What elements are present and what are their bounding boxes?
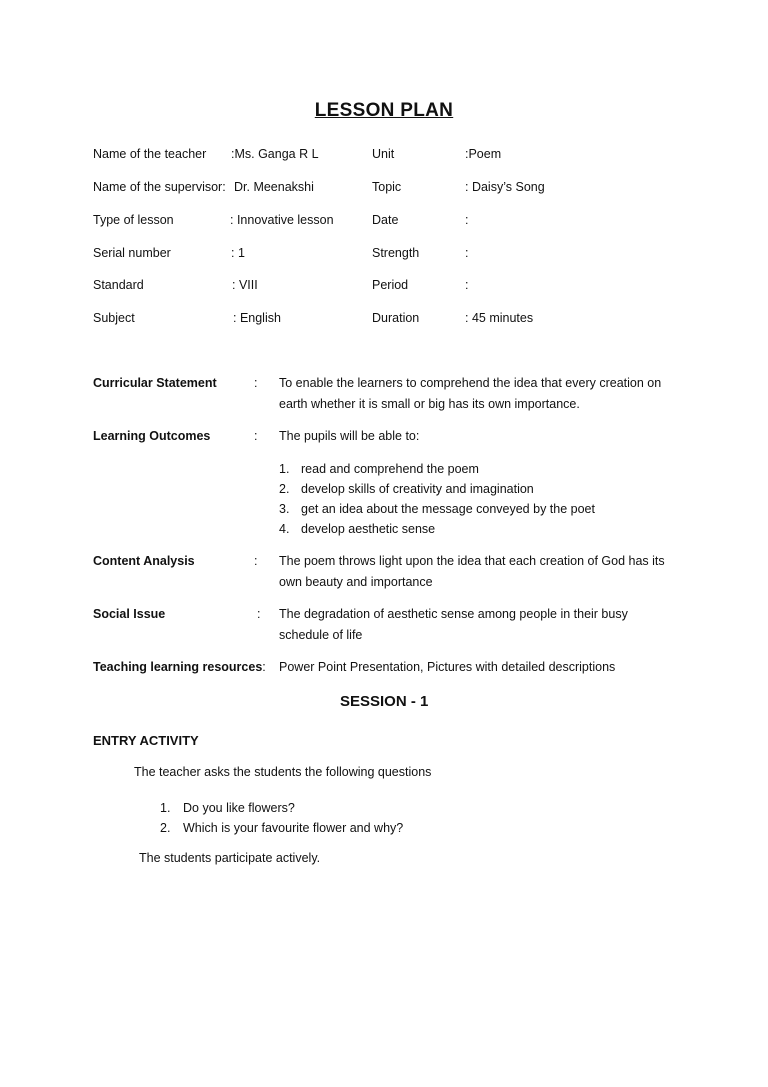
section-text: The poem throws light upon the idea that each creation of God has its own beauty and importance (279, 554, 665, 589)
entry-activity-closing: The students participate actively. (139, 851, 321, 865)
info-label2: Duration (372, 311, 420, 325)
section-colon: : (257, 607, 261, 621)
info-row-standard (93, 278, 693, 296)
list-item: 2. develop skills of creativity and imagination (279, 482, 534, 496)
section-label: Social Issue (93, 607, 166, 621)
info-value: : English (233, 311, 281, 325)
info-label: Standard (93, 278, 144, 292)
page-title: LESSON PLAN (314, 100, 454, 121)
info-value2: : (465, 278, 469, 292)
outcomes-list (279, 459, 595, 539)
info-value: :Ms. Ganga R L (231, 147, 319, 161)
session-heading: SESSION - 1 (340, 693, 429, 710)
info-value: : Innovative lesson (230, 213, 334, 227)
section-label: Curricular Statement (93, 376, 217, 390)
list-item: 1. Do you like flowers? (160, 801, 295, 815)
section-colon: : (254, 376, 258, 390)
info-value2: : (465, 213, 469, 227)
entry-activity-title: ENTRY ACTIVITY (93, 733, 199, 748)
info-label2: Date (372, 213, 399, 227)
section-text: To enable the learners to comprehend the idea that every creation on earth whether it is small or big has its own importance. (279, 376, 662, 411)
info-value2: : Daisy’s Song (465, 180, 545, 194)
info-label: Name of the supervisor: (93, 180, 226, 194)
section-label: Content Analysis (93, 554, 195, 568)
info-row-teacher (93, 147, 693, 165)
info-row-subject (93, 311, 693, 329)
info-value: : VIII (232, 278, 258, 292)
info-value: Dr. Meenakshi (234, 180, 314, 194)
info-label: Subject (93, 311, 135, 325)
info-label2: Strength (372, 246, 420, 260)
list-item: 1. read and comprehend the poem (279, 462, 479, 476)
info-row-type (93, 213, 693, 231)
section-colon: : (254, 429, 258, 443)
info-label: Type of lesson (93, 213, 174, 227)
section-colon: : (254, 554, 258, 568)
section-text: Power Point Presentation, Pictures with detailed descriptions (279, 660, 616, 674)
info-value2: : 45 minutes (465, 311, 534, 325)
list-item: 3. get an idea about the message conveyed by the poet (279, 502, 595, 516)
info-value2: : (465, 246, 469, 260)
list-item: 4. develop aesthetic sense (279, 522, 436, 536)
info-label2: Period (372, 278, 409, 292)
info-label: Name of the teacher (93, 147, 207, 161)
info-row-serial (93, 246, 693, 264)
info-value: : 1 (231, 246, 245, 260)
info-label2: Topic (372, 180, 402, 194)
info-label2: Unit (372, 147, 395, 161)
entry-activity-intro: The teacher asks the students the following questions (134, 765, 432, 779)
questions-list (160, 798, 403, 838)
section-text: The degradation of aesthetic sense among people in their busy schedule of life (279, 607, 628, 642)
list-item: 2. Which is your favourite flower and why? (160, 821, 404, 835)
section-label: Teaching learning resources: (93, 660, 266, 674)
info-row-supervisor (93, 180, 693, 198)
section-text: The pupils will be able to: (279, 429, 420, 443)
info-label: Serial number (93, 246, 171, 260)
section-label: Learning Outcomes (93, 429, 211, 443)
info-value2: :Poem (465, 147, 502, 161)
